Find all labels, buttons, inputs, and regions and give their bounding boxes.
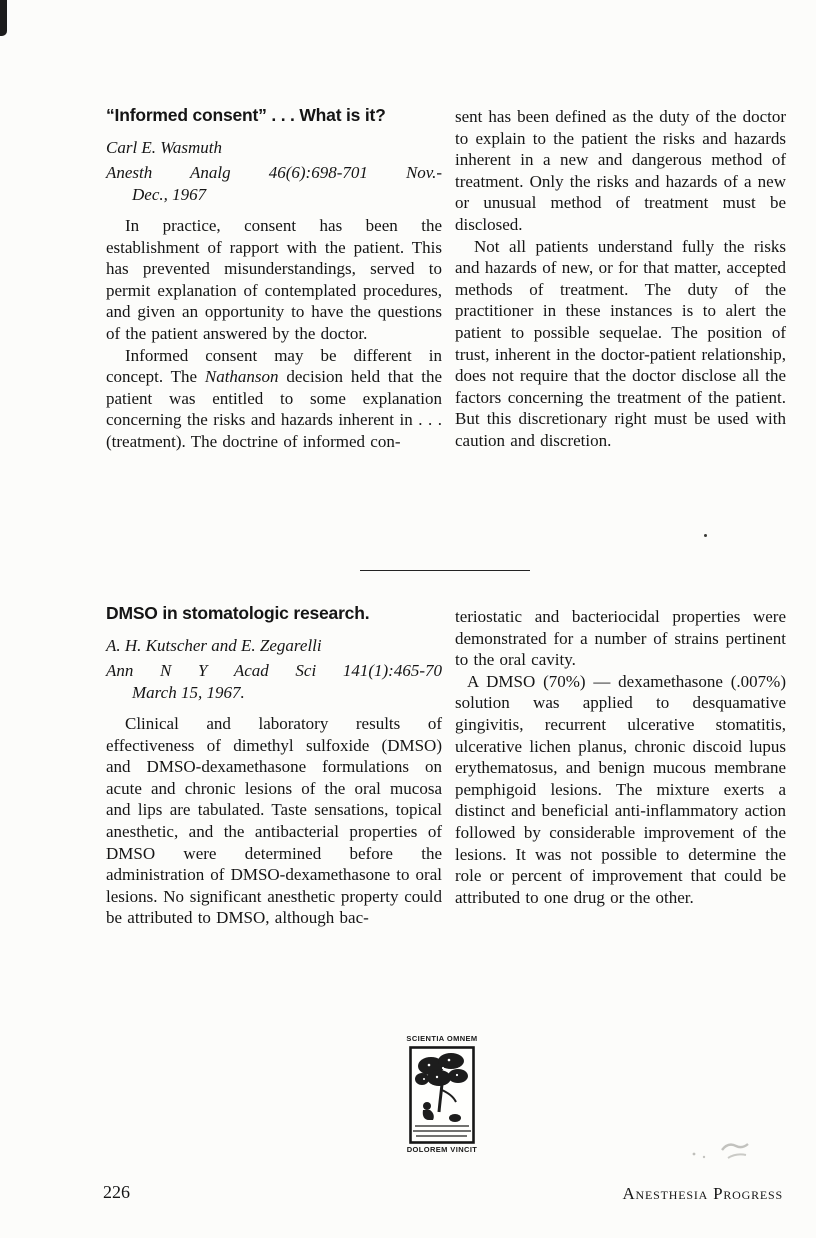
abstract-informed-consent-right-column bbox=[455, 106, 786, 452]
page-number: 226 bbox=[103, 1182, 130, 1202]
abstract-dmso-right-column bbox=[455, 606, 786, 908]
abstract-title: “Informed consent” . . . What is it? bbox=[106, 105, 386, 125]
scan-edge-artifact bbox=[0, 0, 7, 36]
paragraph: A DMSO (70%) — dexamethasone (.007%) solution was applied to desquamative gingivitis, recurrent ulcerative stomatitis, ulcerative lichen planus, chronic discoid lupus erythematosus, and benign mucous membrane pemphigoid lesions. The mixture exerts a distinct and beneficial anti-inflammatory action followed by considerable improvement of the lesions. It was not possible to determine the role or percent of improvement that could be attributed to one drug or the other. bbox=[455, 671, 786, 907]
scan-dot-artifact bbox=[704, 534, 707, 537]
paragraph: Clinical and laboratory results of effectiveness of dimethyl sulfoxide (DMSO) and DMSO-dexamethasone formulations on acute and chronic lesions of the oral mucosa and lips are tabulated. Taste sensations, topical anesthetic, and the antibacterial properties of DMSO were determined before the administration of DMSO-dexamethasone to oral lesions. No significant anesthetic property could be attributed to DMSO, although bac- bbox=[106, 714, 442, 928]
journal-name: Anesthesia Progress bbox=[622, 1184, 783, 1203]
emblem-woodcut-image bbox=[409, 1046, 475, 1144]
emblem-motto-top: SCIENTIA OMNEM bbox=[406, 1034, 478, 1043]
citation-line2: March 15, 1967. bbox=[132, 683, 245, 702]
emblem-motto-bottom: DOLOREM VINCIT bbox=[406, 1145, 478, 1154]
publisher-emblem bbox=[400, 1034, 484, 1155]
abstract-citation bbox=[106, 660, 442, 704]
paragraph: teriostatic and bacteriocidal properties were demonstrated for a number of strains pertinent to the oral cavity. bbox=[455, 607, 786, 670]
citation-line1: Anesth Analg 46(6):698-701 Nov.- bbox=[106, 163, 442, 182]
paragraph-text: Informed consent may be different in concept. The bbox=[106, 345, 442, 387]
paragraph: Not all patients understand fully the risks and hazards of new, or for that matter, accepted methods of treatment. The duty of the practitioner in these instances is to alert the patient to possible sequelae. The position of trust, inherent in the doctor-patient relationship, does not require that the doctor disclose all the factors concerning the treatment of the patient. But this discretionary right must be used with caution and discretion. bbox=[455, 236, 786, 450]
citation-line1: Ann N Y Acad Sci 141(1):465-70 bbox=[106, 661, 442, 680]
abstract-title: DMSO in stomatologic research. bbox=[106, 603, 370, 623]
abstract-dmso-left-column bbox=[106, 602, 442, 929]
paragraph: sent has been defined as the duty of the doctor to explain to the patient the risks and hazards inherent in a new and dangerous method of treatment. Only the risks and hazards of a new or unusual method of treatment must be disclosed. bbox=[455, 107, 786, 234]
paragraph: In practice, consent has been the establishment of rapport with the patient. This has prevented misunderstandings, served to permit explanation of contemplated procedures, and given an opportunity to have the questions of the patient answered by the doctor. bbox=[106, 216, 442, 343]
paragraph bbox=[106, 345, 442, 453]
abstract-informed-consent-left-column bbox=[106, 104, 442, 453]
section-divider bbox=[360, 570, 530, 571]
case-name-italic: Nathanson bbox=[204, 367, 279, 387]
abstract-author: Carl E. Wasmuth bbox=[106, 138, 223, 157]
paragraph-text: decision held that the patient was entitled to some explanation concerning the risks and hazards inherent in . . . (treatment). The doctrine of informed con- bbox=[106, 367, 443, 451]
abstract-author: A. H. Kutscher and E. Zegarelli bbox=[106, 636, 322, 655]
abstract-citation bbox=[106, 162, 442, 206]
citation-line2: Dec., 1967 bbox=[132, 185, 207, 204]
scan-pencil-mark bbox=[688, 1132, 758, 1164]
